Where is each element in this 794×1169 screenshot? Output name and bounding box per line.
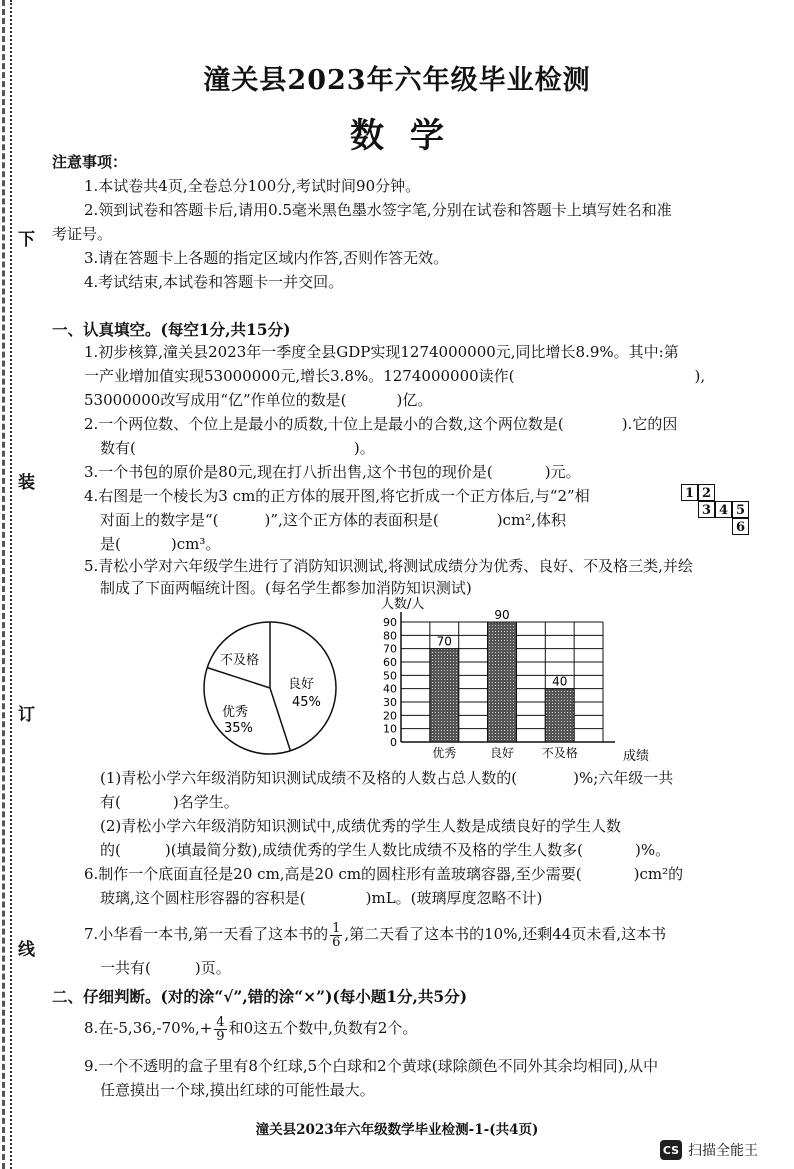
- q7-text-b: ,第二天看了这本书的10%,还剩44页未看,这本书: [344, 925, 667, 943]
- bar-y-tick-label: 50: [383, 669, 397, 683]
- q7-text-d: )页。: [194, 959, 231, 977]
- bar-data-label: 40: [552, 674, 568, 689]
- q5-sub1-text-a: (1)青松小学六年级消防知识测试成绩不及格的人数占总人数的(: [100, 769, 518, 787]
- q7-text-c: 一共有(: [100, 959, 151, 977]
- q6-line2: [100, 888, 542, 908]
- notice-item-4: 4.考试结束,本试卷和答题卡一并交回。: [84, 273, 344, 291]
- q8-fraction: [214, 1016, 226, 1043]
- bar-y-tick-label: 60: [383, 656, 397, 669]
- pie-chart: [200, 620, 340, 760]
- bar-优秀: [430, 649, 459, 742]
- q3-line: [84, 462, 581, 482]
- q2-text-a: 2.一个两位数、个位上是最小的质数,十位上是最小的合数,这个两位数是(: [84, 415, 564, 433]
- q5-sub2-text-a: 的(: [100, 841, 121, 859]
- q4-line3: [100, 534, 220, 554]
- camscanner-logo-icon: CS: [660, 1140, 682, 1160]
- bar-y-tick-label: 10: [383, 722, 397, 736]
- q5-sub1-text-b: )%;六年级一共: [573, 769, 674, 787]
- q1-text-b: ),: [694, 367, 706, 385]
- bar-良好: [488, 622, 517, 742]
- q5-sub2-line2: [100, 840, 670, 860]
- q1-text-a: 一产业增加值实现53000000元,增长3.8%。1274000000读作(: [84, 367, 515, 385]
- net-cell-1: 1: [681, 484, 698, 501]
- q2-line2: [100, 438, 375, 458]
- binding-line: [10, 0, 13, 1169]
- bar-category-label: 良好: [489, 746, 515, 760]
- q5-sub2-line1: (2)青松小学六年级消防知识测试中,成绩优秀的学生人数是成绩良好的学生人数: [100, 817, 622, 835]
- q5-sub1-line1: [100, 768, 673, 788]
- net-cell-6: 6: [732, 518, 749, 535]
- q6-text-d: )mL。(玻璃厚度忽略不计): [365, 889, 543, 907]
- bar-category-label: 优秀: [432, 746, 457, 760]
- net-cell-5: 5: [732, 501, 749, 518]
- pie-divider-3: [207, 668, 270, 688]
- scanner-watermark: [660, 1140, 758, 1160]
- q5-line1: 5.青松小学对六年级学生进行了消防知识测试,将测试成绩分为优秀、良好、不及格三类,并绘: [84, 557, 693, 575]
- bar-x-axis-label: 成绩: [623, 749, 650, 764]
- q8-frac-den: 9: [216, 1028, 225, 1044]
- page-footer: 潼关县2023年六年级数学毕业检测-1-(共4页): [255, 1122, 539, 1138]
- bar-y-tick-label: 70: [383, 642, 397, 656]
- q1-line2: [84, 366, 705, 386]
- q2-text-d: )。: [353, 439, 375, 457]
- q6-line1: [84, 864, 683, 884]
- q4-text-b: )”,这个正方体的表面积是(: [264, 511, 439, 529]
- q2-line1: [84, 414, 677, 434]
- notice-item-2: 2.领到试卷和答题卡后,请用0.5毫米黑色墨水签字笔,分别在试卷和答题卡上填写姓名和准: [84, 201, 672, 219]
- q7-fraction: [330, 922, 342, 949]
- q1-text-c: 53000000改写成用“亿”作单位的数是(: [84, 391, 347, 409]
- q9-line1: 9.一个不透明的盒子里有8个红球,5个白球和2个黄球(球除颜色不同外其余均相同),从中: [84, 1057, 659, 1075]
- q1-text-d: )亿。: [396, 391, 433, 409]
- pie-label-fail: 不及格: [220, 653, 260, 668]
- q6-text-b: )cm²的: [633, 865, 684, 883]
- q8-text-a: 8.在-5,36,-70%,+: [84, 1019, 213, 1037]
- q8-text-b: 和0这五个数中,负数有2个。: [228, 1019, 418, 1037]
- side-mark-xia: 下: [18, 230, 35, 250]
- net-cell-3: 3: [698, 501, 715, 518]
- notice-item-1: 1.本试卷共4页,全卷总分100分,考试时间90分钟。: [84, 177, 421, 195]
- notice-item-2-cont: 考证号。: [52, 225, 113, 243]
- q7-frac-num: 1: [332, 920, 341, 936]
- q5-sub1-text-d: )名学生。: [172, 793, 239, 811]
- q6-text-c: 玻璃,这个圆柱形容器的容积是(: [100, 889, 306, 907]
- q5-sub2-text-b: )(填最简分数),成绩优秀的学生人数比成绩不及格的学生人数多(: [164, 841, 584, 859]
- notice-heading: 注意事项：: [52, 153, 128, 171]
- bar-marks: [430, 608, 578, 760]
- pie-divider-2: [270, 688, 290, 751]
- binding-edge: [2, 0, 6, 1169]
- bar-y-tick-label: 0: [390, 736, 397, 749]
- q1-line3: [84, 390, 432, 410]
- q2-text-b: ).它的因: [621, 415, 678, 433]
- bar-data-label: 90: [494, 608, 510, 622]
- section1-heading: 一、认真填空。(每空1分,共15分): [52, 320, 291, 339]
- q4-text-a: 对面上的数字是“(: [100, 511, 219, 529]
- q8-line: [84, 1012, 417, 1044]
- q5-sub1-line2: [100, 792, 239, 812]
- pie-label-excellent: 优秀: [222, 705, 249, 720]
- q1-line1: 1.初步核算,潼关县2023年一季度全县GDP实现1274000000元,同比增长8.9%。其中:第: [84, 343, 679, 361]
- bar-y-tick-label: 30: [383, 696, 397, 709]
- q5-sub2-text-c: )%。: [635, 841, 671, 859]
- q7-text-a: 7.小华看一本书,第一天看了这本书的: [84, 925, 329, 943]
- q4-line2: [100, 510, 566, 530]
- q3-text-b: )元。: [544, 463, 581, 481]
- pie-value-excellent: 35%: [224, 721, 253, 736]
- pie-label-good: 良好: [288, 677, 315, 692]
- bar-chart: [375, 592, 675, 764]
- bar-y-tick-label: 90: [383, 616, 397, 629]
- q3-text-a: 3.一个书包的原价是80元,现在打八折出售,这个书包的现价是(: [84, 463, 493, 481]
- q7-line2: [100, 958, 231, 978]
- q4-text-c: )cm²,体积: [496, 511, 566, 529]
- side-mark-zhuang: 装: [18, 473, 35, 493]
- watermark-text: 扫描全能王: [688, 1143, 758, 1159]
- pie-value-good: 45%: [292, 695, 321, 710]
- bar-不及格: [545, 689, 574, 742]
- net-cell-2: 2: [698, 484, 715, 501]
- q4-text-e: )cm³。: [170, 535, 221, 553]
- q5-line2: 制成了下面两幅统计图。(每名学生都参加消防知识测试): [100, 579, 472, 597]
- q8-frac-num: 4: [216, 1014, 225, 1030]
- subject-title: 数学: [350, 116, 470, 156]
- net-cell-4: 4: [715, 501, 732, 518]
- side-mark-ding: 订: [18, 705, 35, 725]
- bar-category-label: 不及格: [541, 746, 578, 760]
- bar-y-tick-label: 80: [383, 629, 397, 643]
- q5-sub1-text-c: 有(: [100, 793, 121, 811]
- bar-data-label: 70: [436, 634, 452, 649]
- q7-frac-den: 6: [332, 934, 341, 950]
- notice-item-3: 3.请在答题卡上各题的指定区域内作答,否则作答无效。: [84, 249, 449, 267]
- q2-text-c: 数有(: [100, 439, 136, 457]
- bar-y-tick-label: 20: [383, 709, 397, 723]
- q6-text-a: 6.制作一个底面直径是20 cm,高是20 cm的圆柱形有盖玻璃容器,至少需要(: [84, 865, 582, 883]
- q4-line1: 4.右图是一个棱长为3 cm的正方体的展开图,将它折成一个正方体后,与“2”相: [84, 487, 590, 505]
- section2-heading: 二、仔细判断。(对的涂“√”,错的涂“×”)(每小题1分,共5分): [52, 987, 468, 1006]
- bar-y-axis-label: 人数/人: [381, 597, 425, 612]
- side-mark-xian: 线: [18, 940, 35, 960]
- q4-text-d: 是(: [100, 535, 121, 553]
- exam-title: 潼关县2023年六年级毕业检测: [203, 65, 591, 96]
- bar-y-tick-label: 40: [383, 682, 397, 696]
- q7-line1: [84, 918, 666, 950]
- q9-line2: 任意摸出一个球,摸出红球的可能性最大。: [100, 1081, 375, 1099]
